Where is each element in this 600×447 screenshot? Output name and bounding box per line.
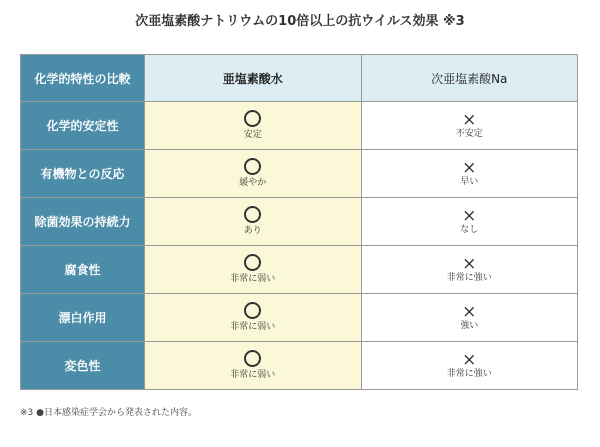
col-a-text: 安定 (243, 130, 262, 140)
row-label: 除菌効果の持続力 (21, 198, 145, 246)
table-row (21, 150, 578, 198)
header-col-a: 亜塩素酸水 (145, 55, 362, 102)
header-col-b: 次亜塩素酸Na (361, 55, 578, 102)
col-a-cell (145, 150, 362, 198)
table-row (21, 246, 578, 294)
col-b-cell (361, 102, 578, 150)
circle-icon (244, 158, 261, 175)
cross-icon: × (462, 302, 477, 322)
footnote: ※3 ●日本感染症学会から発表された内容。 (20, 408, 197, 418)
circle-icon (244, 206, 261, 223)
col-a-text: 緩やか (239, 178, 267, 188)
row-label: 有機物との反応 (21, 150, 145, 198)
col-b-text: なし (460, 225, 479, 235)
col-b-cell (361, 342, 578, 390)
col-b-cell (361, 294, 578, 342)
cross-icon: × (462, 158, 477, 178)
cross-icon: × (462, 206, 477, 226)
col-a-cell (145, 246, 362, 294)
col-a-text: 非常に弱い (230, 370, 276, 380)
page-title: 次亜塩素酸ナトリウムの10倍以上の抗ウイルス効果 ※3 (135, 14, 465, 29)
table-row (21, 294, 578, 342)
circle-icon (244, 254, 261, 271)
col-b-text: 非常に強い (446, 369, 492, 379)
col-b-text: 非常に強い (446, 273, 492, 283)
col-b-cell (361, 198, 578, 246)
col-a-cell (145, 198, 362, 246)
col-a-text: 非常に弱い (230, 322, 276, 332)
cross-icon: × (462, 350, 477, 370)
table-header-row (21, 55, 578, 102)
comparison-table (20, 54, 578, 390)
col-a-text: 非常に弱い (230, 274, 276, 284)
col-b-text: 不安定 (455, 129, 483, 139)
col-a-cell (145, 102, 362, 150)
row-label: 漂白作用 (21, 294, 145, 342)
row-label: 変色性 (21, 342, 145, 390)
col-b-cell (361, 150, 578, 198)
circle-icon (244, 302, 261, 319)
col-a-cell (145, 294, 362, 342)
col-a-text: あり (243, 226, 262, 236)
table-row (21, 198, 578, 246)
row-label: 腐食性 (21, 246, 145, 294)
col-b-cell (361, 246, 578, 294)
circle-icon (244, 350, 261, 367)
cross-icon: × (462, 110, 477, 130)
circle-icon (244, 110, 261, 127)
col-b-text: 早い (460, 177, 479, 187)
table-row (21, 102, 578, 150)
cross-icon: × (462, 254, 477, 274)
col-b-text: 強い (460, 321, 479, 331)
table-row (21, 342, 578, 390)
header-label: 化学的特性の比較 (21, 55, 145, 102)
row-label: 化学的安定性 (21, 102, 145, 150)
col-a-cell (145, 342, 362, 390)
